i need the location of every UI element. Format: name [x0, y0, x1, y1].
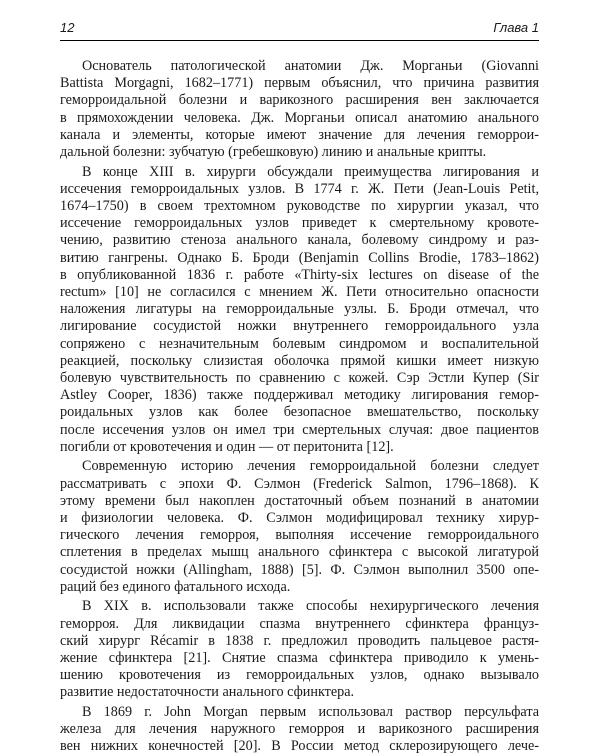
text-line: и физиологии человека. Ф. Сэлмон модифицировал технику хирур- [60, 510, 539, 527]
text-line: в прямохождении человека. Дж. Морганьи описал анатомию анального [60, 109, 539, 126]
text-line: Основатель патологической анатомии Дж. Морганьи (Giovanni [82, 58, 539, 74]
text-line: сопряжено с незначительным болевым синдромом и воспалительной [60, 335, 539, 352]
text-line: вен нижних конечностей [20]. В России метод склерозирующего лече- [60, 738, 539, 755]
text-line: реакцией, поскольку слизистая оболочка прямой кишки имеет низкую [60, 352, 539, 369]
text-line: в опубликованной 1836 г. работе «Thirty-six lectures on disease of the [60, 266, 539, 283]
paragraph [60, 164, 539, 456]
text-line: канала и элементы, которые имеют значение для лечения геморрои- [60, 126, 539, 143]
text-line: болевую чувствительность по сравнению с кожей. Сэр Эстли Купер (Sir [60, 370, 539, 387]
text-line: раций без единого фатального исхода. [60, 578, 291, 595]
text-line: rectum» [10] не согласился с мнением Ж. Пети относительно опасности [60, 284, 539, 301]
body-text [60, 58, 539, 756]
text-line: сплетения в пределах мышц анального сфинктера с высокой лигатурой [60, 544, 539, 561]
paragraph [60, 58, 539, 161]
text-line: В XIX в. использовали также способы нехирургического лечения [82, 598, 539, 615]
text-line: В конце XIII в. хирурги обсуждали преимущества лигирования и [82, 163, 539, 180]
text-line: лигирование сосудистой ножки внутреннего геморроидального узла [60, 318, 539, 335]
text-line: Astley Cooper, 1836) также поддерживал методику лигирования гемор- [60, 387, 539, 404]
text-line: Современную историю лечения геморроидальной болезни следует [82, 458, 539, 475]
text-line: иссечение геморроидальных узлов приведет к смертельному кровоте- [60, 215, 539, 232]
text-line: В 1869 г. John Morgan первым использовал раствор персульфата [82, 704, 539, 721]
text-line: сосудистой ножки (Allingham, 1888) [5]. Ф. Сэлмон выполнил 3500 опе- [60, 561, 539, 578]
text-line: наложения лигатуры на геморроидальные узлы. Б. Броди отмечал, что [60, 301, 539, 318]
text-line: витию гангрены. Однако Б. Броди (Benjamin Collins Brodie, 1783–1862) [60, 249, 539, 266]
text-line: геморроидальной болезни и варикозного расширения вен заключается [60, 92, 539, 109]
chapter-title: Глава 1 [493, 20, 539, 35]
text-line: шению кровотечения из геморроидальных узлов, однако вызывало [60, 667, 539, 684]
text-line: гического лечения геморроя, выполняя иссечение геморроидального [60, 527, 539, 544]
paragraph [60, 458, 539, 596]
page-number: 12 [60, 20, 75, 35]
text-line: чению, развитию стеноза анального канала, болевому синдрому и раз- [60, 232, 539, 249]
text-line: геморроя. Для ликвидации спазма внутреннего сфинктера француз- [60, 615, 539, 632]
text-line: ский хирург Récamir в 1838 г. предложил проводить пальцевое растя- [60, 632, 539, 649]
text-line: иссечения геморроидальных узлов. В 1774 г. Ж. Пети (Jean-Louis Petit, [60, 180, 539, 197]
paragraph [60, 598, 539, 701]
text-line: рассматривать с эпохи Ф. Сэлмон (Frederick Salmon, 1796–1868). К [60, 475, 539, 492]
text-line: 1674–1750) в своем трехтомном руководстве по хирургии указал, что [60, 198, 539, 215]
text-line: дальной болезни: зубчатую (гребешковую) линию и анальные крипты. [60, 144, 487, 161]
text-line: после иссечения узлов он имел три смертельных случая: двое пациентов [60, 421, 539, 438]
text-line: погибли от кровотечения и один — от перитонита [12]. [60, 438, 394, 455]
text-line: этому времени был накоплен достаточный объем познаний в анатомии [60, 492, 539, 509]
text-line: жение сфинктера [21]. Снятие спазма сфинктера приводило к умень- [60, 650, 539, 667]
running-header [60, 18, 539, 41]
text-line: развитие недостаточности анального сфинктера. [60, 684, 355, 701]
text-line: Battista Morgagni, 1682–1771) первым объяснил, что причина развития [60, 75, 539, 92]
paragraph [60, 704, 539, 756]
text-line: роидальных узлов как более безопасное вмешательство, поскольку [60, 404, 539, 421]
text-line: железа для лечения наружного геморроя и варикозного расширения [60, 721, 539, 738]
